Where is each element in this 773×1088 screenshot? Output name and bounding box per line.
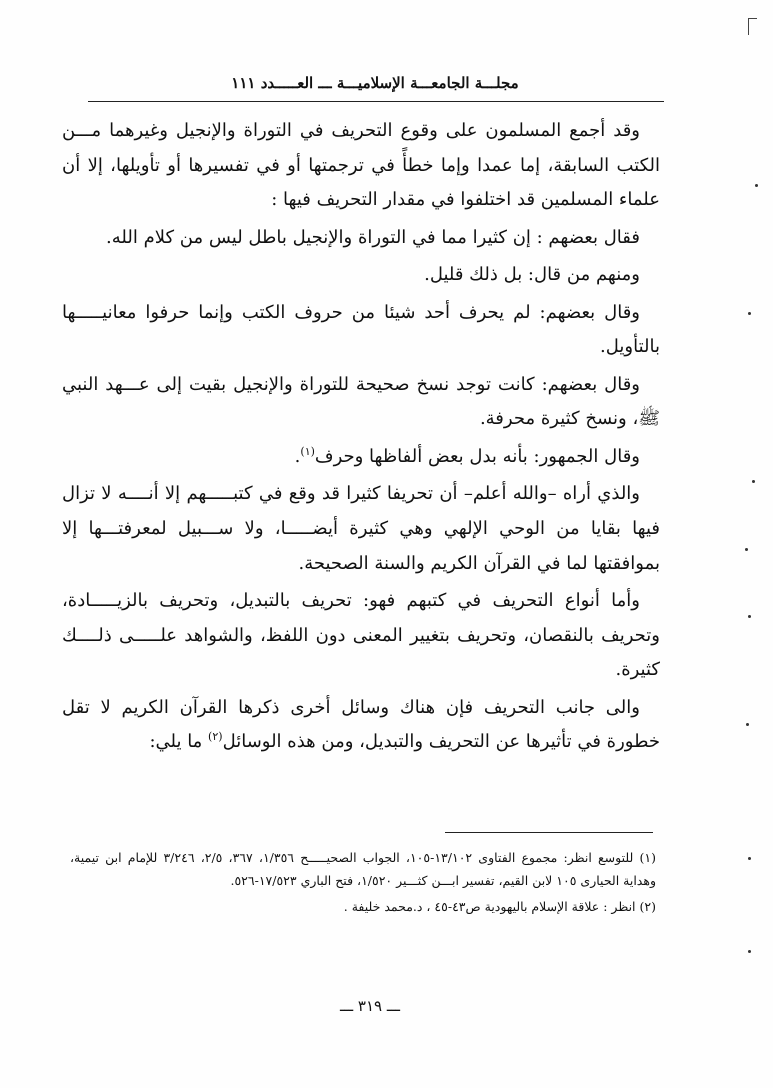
scan-speck: [746, 723, 749, 726]
paragraph-other-means: [62, 691, 660, 760]
majority-end: .: [294, 445, 301, 467]
header-rule: [88, 101, 664, 102]
footnote-ref-1: (١): [300, 444, 315, 458]
paragraph-opinion-2: ومنهم من قال: بل ذلك قليل.: [424, 264, 640, 286]
footnote-1: (١) للتوسع انظر: مجموع الفتاوى ١٣/١٠٢-١٠٥، الجواب الصحيـــــح ١/٣٥٦، ٣٦٧، ٢/٥، ٣/٢٤٦ للإمام ابن تيمية، وهداية الحيارى ١٠٥ لابن القيم، تفسير ابـــن كثـــير ١/٥٢٠، فتح الباري ١٧/٥٢٣-٥٢٦.: [70, 850, 656, 889]
scan-speck: [745, 548, 748, 551]
main-text: [62, 114, 660, 763]
scan-speck: [752, 480, 755, 483]
paragraph-opinion-3: وقال بعضهم: لم يحرف أحد شيئا من حروف الكتب وإنما حرفوا معانيـــــها بالتأويل.: [62, 301, 660, 358]
footnote-rule: [445, 832, 653, 833]
paragraph-consensus: وقد أجمع المسلمون على وقوع التحريف في التوراة والإنجيل وغيرهما مـــن الكتب السابقة، إما عمدا وإما خطأً في ترجمتها أو في تفسيرها أو تأويلها، إلا أن علماء المسلمين قد اختلفوا في مقدار التحريف فيها :: [62, 120, 660, 211]
footnote-2: (٢) انظر : علاقة الإسلام باليهودية ص٤٣-٤٥ ، د.محمد خليفة .: [343, 899, 656, 915]
majority-text: وقال الجمهور: بأنه بدل بعض ألفاظها وحرف: [314, 445, 640, 467]
paragraph-author-view: والذي أراه –والله أعلم– أن تحريفا كثيرا قد وقع في كتبـــــهم إلا أنــــه لا تزال فيها بقايا من الوحي الإلهي وهي كثيرة أيضـــــا، ولا ســـبيل لمعرفتـــها إلا بموافقتها لما في القرآن الكريم والسنة الصحيحة.: [62, 483, 660, 574]
paragraph-majority: [62, 440, 660, 475]
paragraph-types: وأما أنواع التحريف في كتبهم فهو: تحريف بالتبديل، وتحريف بالزيـــــادة، وتحريف بالنقصان، وتحريف بتغيير المعنى دون اللفظ، والشواهد علـــــى ذلــــك كثيرة.: [62, 590, 660, 681]
footnotes: [70, 846, 656, 921]
running-header: مجلـــة الجامعـــة الإسلاميـــة ـــ العـــــدد ١١١: [231, 74, 519, 92]
other-means-text: والى جانب التحريف فإن هناك وسائل أخرى ذكرها القرآن الكريم لا تقل خطورة في تأثيرها عن التحريف والتبديل، ومن هذه الوسائل: [62, 696, 660, 753]
scan-speck: [748, 857, 751, 860]
footnote-ref-2: (٢): [208, 730, 223, 744]
paragraph-opinion-4: وقال بعضهم: كانت توجد نسخ صحيحة للتوراة والإنجيل بقيت إلى عـــهد النبي ﷺ، ونسخ كثيرة محرفة.: [62, 373, 660, 430]
scan-speck: [748, 615, 751, 618]
scan-speck: [748, 950, 751, 953]
scan-speck: [748, 312, 751, 315]
scan-corner-mark: [748, 18, 757, 35]
paragraph-opinion-1: فقال بعضهم : إن كثيرا مما في التوراة والإنجيل باطل ليس من كلام الله.: [106, 226, 640, 248]
page-number: ـــ ٣١٩ ـــ: [339, 997, 401, 1015]
other-means-end: ما يلي:: [149, 731, 209, 753]
scan-speck: [755, 184, 758, 187]
